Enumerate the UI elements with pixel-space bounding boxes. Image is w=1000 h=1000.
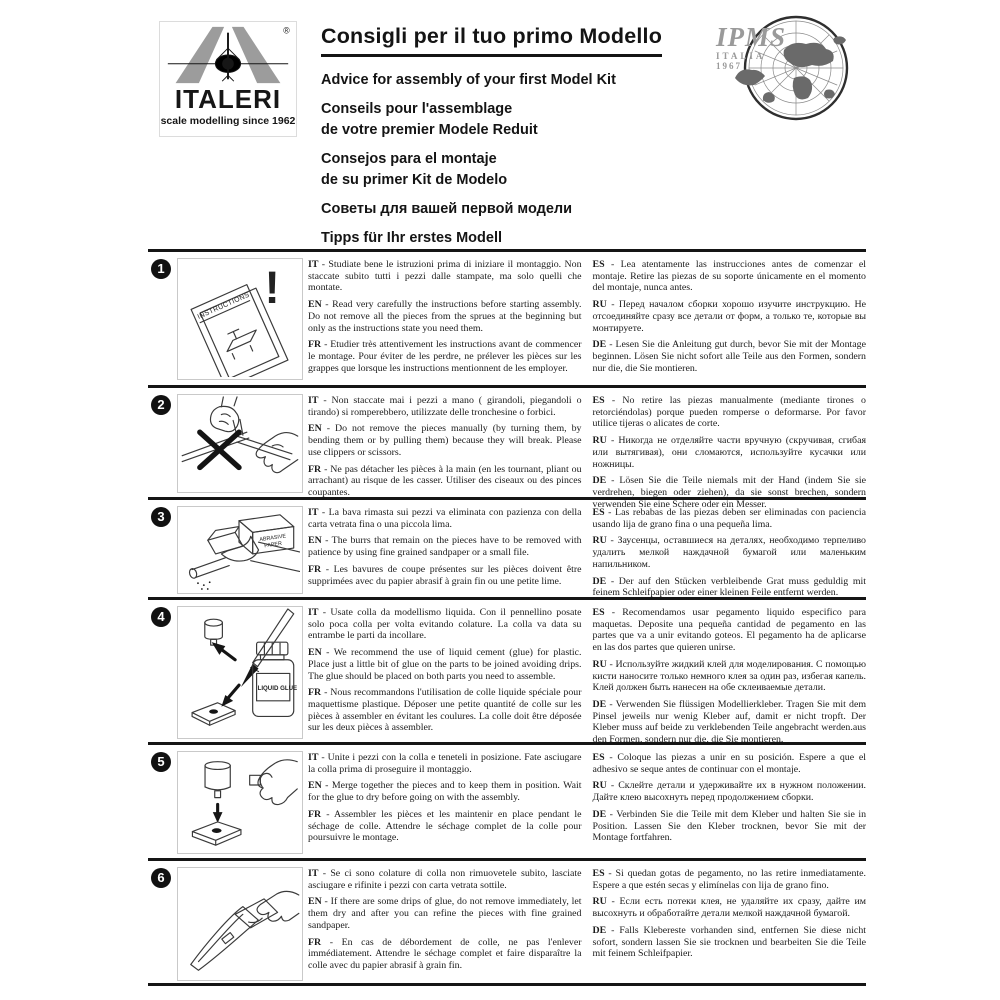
paragraph-es: ES - Si quedan gotas de pegamento, no las retire inmediatamente. Espere a que estén secas y elimínelas con lija de grano fino. — [592, 868, 866, 891]
paragraph-ru: RU - Если есть потеки клея, не удаляйте их сразу, дайте им высохнуть и обработайте детали мелкой наждачной бумагой. — [592, 896, 867, 920]
ipms-line1: IPMS — [716, 22, 787, 52]
step4-text-left — [308, 607, 582, 742]
paragraph-ru: RU - Склейте детали и удерживайте их в нужном положении. Дайте клею высохнуть перед продолжением сборки. — [592, 780, 867, 804]
step-row-3 — [148, 497, 866, 597]
subtitle-de: Tipps für Ihr erstes Modell — [321, 230, 503, 246]
registered-mark: ® — [283, 25, 290, 36]
ipms-line2: ITALIA — [716, 51, 766, 61]
paragraph-fr: FR - En cas de débordement de colle, ne pas l'enlever immédiatement. Attendre le séchage complet et faire disparaître la colle avec du papier abrasif à grain fin. — [308, 936, 582, 971]
ipms-line3: 1967 — [716, 61, 742, 71]
subtitle-fr-line2: de votre premier Modele Reduit — [321, 122, 538, 138]
paragraph-fr: FR - Les bavures de coupe présentes sur les pièces doivent être supprimées avec du papier abrasif à grain fin ou une petite lime. — [308, 563, 582, 587]
paragraph-de: DE - Verbinden Sie die Teile mit dem Kleber und halten Sie sie in Position. Lassen Sie den Kleber trocknen, bevor Sie mit der Montage fortfahren. — [592, 808, 867, 844]
paragraph-fr: FR - Nous recommandons l'utilisation de colle liquide spéciale pour maquettisme plastique. Déposer une petite quantité de colle sur les pièces à assembler en évitant les coulures. La colle doit être déposée sur les deux pièces à assembler. — [308, 687, 582, 734]
svg-text:INSTRUCTIONS: INSTRUCTIONS — [196, 291, 251, 321]
paragraph-ru: RU - Перед началом сборки хорошо изучите инструкцию. Не отсоединяйте сразу все детали от форм, а только те, которые вы монтируете. — [592, 299, 867, 334]
ipms-badge-text — [716, 24, 786, 71]
step4-text-right — [592, 607, 867, 746]
step-illustration-no-hands — [177, 394, 303, 493]
paragraph-de: DE - Verwenden Sie flüssigen Modellierkleber. Tragen Sie mit dem Pinsel jeweils nur wenig Kleber auf, damit er nicht tropft. Der Kleber muss auf beide zu verklebenden Teile angebracht werden.aus den Formen, sondern nur die, die Sie montieren. — [592, 698, 867, 746]
brand-name: ITALERI — [174, 84, 282, 114]
step-row-6 — [148, 858, 866, 986]
step-number-badge: 3 — [151, 507, 171, 527]
step-illustration-gluing — [177, 606, 303, 739]
step2-text-left — [308, 395, 582, 497]
steps-list — [148, 249, 866, 986]
step-number-badge: 4 — [151, 607, 171, 627]
paragraph-it: IT - Studiate bene le istruzioni prima di iniziare il montaggio. Non staccate subito tutti i pezzi dalle stampate, ma solo quelli che montate. — [308, 259, 582, 294]
paragraph-de: DE - Lesen Sie die Anleitung gut durch, bevor Sie mit der Montage beginnen. Lösen Sie nicht sofort alle Teile aus den Formen, sondern nur die, die Sie montieren. — [592, 339, 866, 374]
paragraph-en: EN - Do not remove the pieces manually (by turning them, by bending them or by pulling them) because they will break. Please use clippers or scissors. — [308, 423, 582, 458]
subtitle-es-line2: de su primer Kit de Modelo — [321, 172, 508, 188]
refining-piece-icon — [178, 868, 300, 978]
subtitle-fr-line1: Conseils pour l'assemblage — [321, 101, 513, 117]
step-row-4 — [148, 597, 867, 746]
italeri-logo — [159, 21, 297, 137]
step5-text-right — [593, 752, 867, 858]
paragraph-es: ES - Lea atentamente las instrucciones antes de comenzar el montaje. Retire las piezas de su soporte únicamente en el momento del montaje, nunca antes. — [592, 259, 867, 294]
step-number-badge: 5 — [151, 752, 171, 772]
paragraph-de: DE - Falls Klebereste vorhanden sind, entfernen Sie diese nicht sofort, sondern lassen Sie sie trocknen und bearbeiten Sie die Teile mit feinem Schleifpapier. — [592, 924, 866, 960]
paragraph-ru: RU - Заусенцы, оставшиеся на деталях, необходимо терпеливо удалить мелкой наждачной бумагой или маленьким напильником. — [592, 535, 866, 570]
step6-text-right — [593, 868, 867, 983]
paragraph-de: DE - Lösen Sie die Teile niemals mit der Hand (indem Sie sie verdrehen, biegen oder ziehen), da sie sonst brechen, sondern verwenden Sie eine Schere oder ein Messer. — [592, 475, 866, 510]
step6-text-left — [308, 868, 582, 983]
paragraph-es: ES - No retire las piezas manualmente (mediante tirones o retorciéndolas) porque pueden romperse o deformarse. Por favor utilice tijeras o alicates de corte. — [592, 395, 866, 430]
instructions-booklet-icon — [178, 259, 300, 377]
step-illustration-joining — [177, 751, 303, 854]
ipms-globe-logo — [714, 10, 870, 128]
paragraph-es: ES - Las rebabas de las piezas deben ser eliminadas con paciencia usando lija de grano fina o una pequeña lima. — [592, 507, 866, 530]
glue-brush-jar-icon — [178, 607, 300, 736]
header-titles — [321, 24, 726, 249]
step2-text-right — [592, 395, 867, 510]
paragraph-it: IT - La bava rimasta sui pezzi va eliminata con pazienza con della carta vetrata fina o una piccola lima. — [308, 507, 582, 530]
paragraph-ru: RU - Используйте жидкий клей для моделирования. С помощью кисти наносите только немного клея за один раз, избегая капель. Клей должен быть нанесен на обе склеиваемые детали. — [592, 658, 866, 694]
step3-text-right — [593, 507, 867, 597]
paragraph-es: ES - Coloque las piezas a unir en su posición. Espere a que el adhesivo se seque antes de continuar con el montaje. — [592, 752, 867, 775]
paragraph-it: IT - Non staccate mai i pezzi a mano ( girandoli, piegandoli o tirando) si romperebbero, utilizzate delle tronchesine o forbici. — [308, 395, 582, 418]
paragraph-fr: FR - Assembler les pièces et les maintenir en place pendant le séchage de colle. Attendre le séchage complet de la colle pour poursuivre le montage. — [308, 808, 582, 844]
svg-text:!: ! — [264, 262, 280, 314]
step-row-5 — [148, 742, 866, 858]
step-illustration-instructions — [177, 258, 303, 380]
step1-text-right — [593, 259, 867, 385]
page-title: Consigli per il tuo primo Modello — [321, 24, 662, 57]
paragraph-en: EN - We recommend the use of liquid cement (glue) for plastic. Place just a little bit of glue on the parts to be joined avoiding drips. The glue should be placed on both parts you need to assemble. — [308, 647, 582, 682]
paragraph-it: IT - Unite i pezzi con la colla e teneteli in posizione. Fate asciugare la colla prima di proseguire il montaggio. — [308, 752, 582, 775]
italeri-a-plane-icon — [162, 24, 294, 86]
svg-text:LIQUID GLUE: LIQUID GLUE — [257, 685, 298, 693]
paragraph-es: ES - Recomendamos usar pegamento liquido especifico para maquetas. Deposite una pequeña cantidad de pegamento en las partes que va a unir evitando goteos. El pegamento ha de aplicarse en las dos partes que quieren unirse. — [592, 607, 867, 654]
paragraph-fr: FR - Ne pas détacher les pièces à la main (en les tournant, pliant ou arrachant) au risque de les casser. Utiliser des ciseaux ou des pinces coupantes. — [308, 463, 582, 498]
svg-text:PAPER: PAPER — [263, 540, 283, 550]
paragraph-it: IT - Se ci sono colature di colla non rimuovetele subito, lasciate asciugare e rifinite i pezzi con carta vetrata sottile. — [308, 868, 582, 891]
hands-sprue-crossed-icon — [178, 395, 300, 490]
paragraph-ru: RU - Никогда не отделяйте части вручную (скручивая, сгибая или вытягивая), они сломаются, используйте кусачки или ножницы. — [592, 435, 866, 470]
step-row-1 — [148, 249, 866, 385]
paragraph-en: EN - If there are some drips of glue, do not remove immediately, let them dry and after you can refine the pieces with fine grained sandpaper. — [308, 896, 582, 931]
step3-text-left — [308, 507, 582, 597]
paragraph-it: IT - Usate colla da modellismo liquida. Con il pennellino posate solo poca colla per volta evitando colature. La colla va data su entrambe le parti da incollare. — [308, 607, 582, 642]
paragraph-en: EN - Merge together the pieces and to keep them in position. Wait for the glue to dry before going on with the assembly. — [308, 780, 582, 804]
subtitle-en: Advice for assembly of your first Model Kit — [321, 72, 616, 88]
step5-text-left — [308, 752, 582, 858]
subtitle-es-line1: Consejos para el montaje — [321, 151, 497, 167]
step-illustration-sanding — [177, 506, 303, 594]
step-illustration-finishing — [177, 867, 303, 981]
step-number-badge: 2 — [151, 395, 171, 415]
parts-assembly-icon — [178, 752, 300, 851]
subtitle-ru: Советы для вашей первой модели — [321, 201, 573, 217]
paragraph-en: EN - Read very carefully the instructions before starting assembly. Do not remove all the pieces from the sprues at the beginning but only as the instructions state you need them. — [308, 299, 582, 334]
brand-tagline: scale modelling since 1962 — [160, 115, 296, 127]
paragraph-en: EN - The burrs that remain on the pieces have to be removed with patience by using fine grained sandpaper or a small file. — [308, 535, 582, 559]
step-row-2 — [148, 385, 866, 510]
step-number-badge: 1 — [151, 259, 171, 279]
svg-text:ABRASIVE: ABRASIVE — [259, 533, 287, 544]
paragraph-de: DE - Der auf den Stücken verbleibende Grat muss geduldig mit feinem Schleifpapier oder einer kleinen Feile entfernt werden. — [592, 575, 866, 599]
step1-text-left — [308, 259, 582, 385]
step-number-badge: 6 — [151, 868, 171, 888]
paragraph-fr: FR - Etudier très attentivement les instructions avant de commencer le montage. Pour éviter de les perdre, ne prélever les pièces sur les grappes que lorsque les instructions mentionnent de les employer. — [308, 339, 582, 374]
sandpaper-box-icon — [178, 507, 300, 591]
